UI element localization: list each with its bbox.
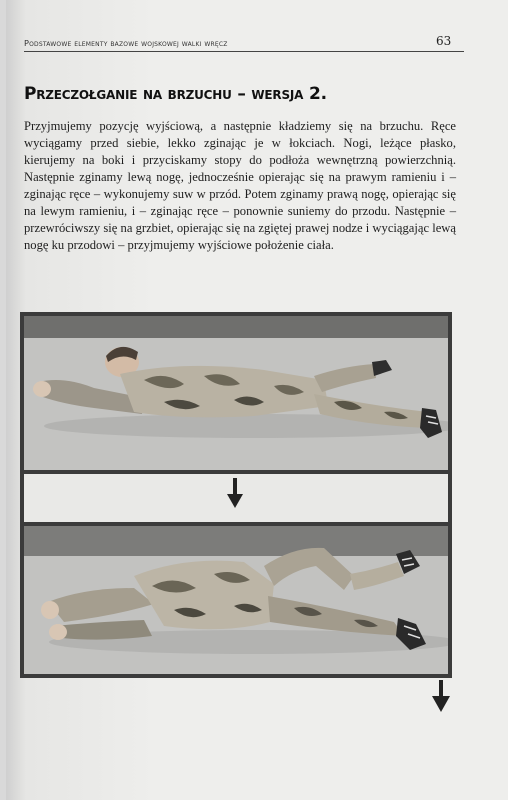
arrow-down-icon [432,680,450,712]
side-crawl-illustration [24,526,448,674]
prone-crawl-illustration [24,316,448,470]
section-title: Przeczołganie na brzuchu – wersja 2. [24,84,327,104]
soldier-side-crawl-photo [20,522,452,678]
soldier-prone-crawl-photo [20,312,452,474]
section-body-text: Przyjmujemy pozycję wyjściową, a następnie kładziemy się na brzuchu. Ręce wyciągamy przed siebie, lekko zginając je w łokciach. Nogi, leżące płasko, kierujemy na boki i przyciskamy stopy do podłoża wewnętrzną powierzchnią. Następnie zginamy lewą nogę, jednocześnie opierając się na prawym ramieniu i – zginając ręce – wykonujemy suw w przód. Potem zginamy prawą nogę, opierając się na lewym ramieniu, i – zginając ręce – ponownie suniemy do przodu. Następnie – przewróciwszy się na grzbiet, opierając się na zgiętej prawej nodze i wyciągając lewą nogę ku przodowi – przyjmujemy wyjściowe położenie ciała. [24,119,456,252]
running-header: Podstawowe elementy bazowe wojskowej walki wręcz [24,38,464,52]
page-number: 63 [436,34,452,48]
arrow-down-icon [227,478,243,508]
